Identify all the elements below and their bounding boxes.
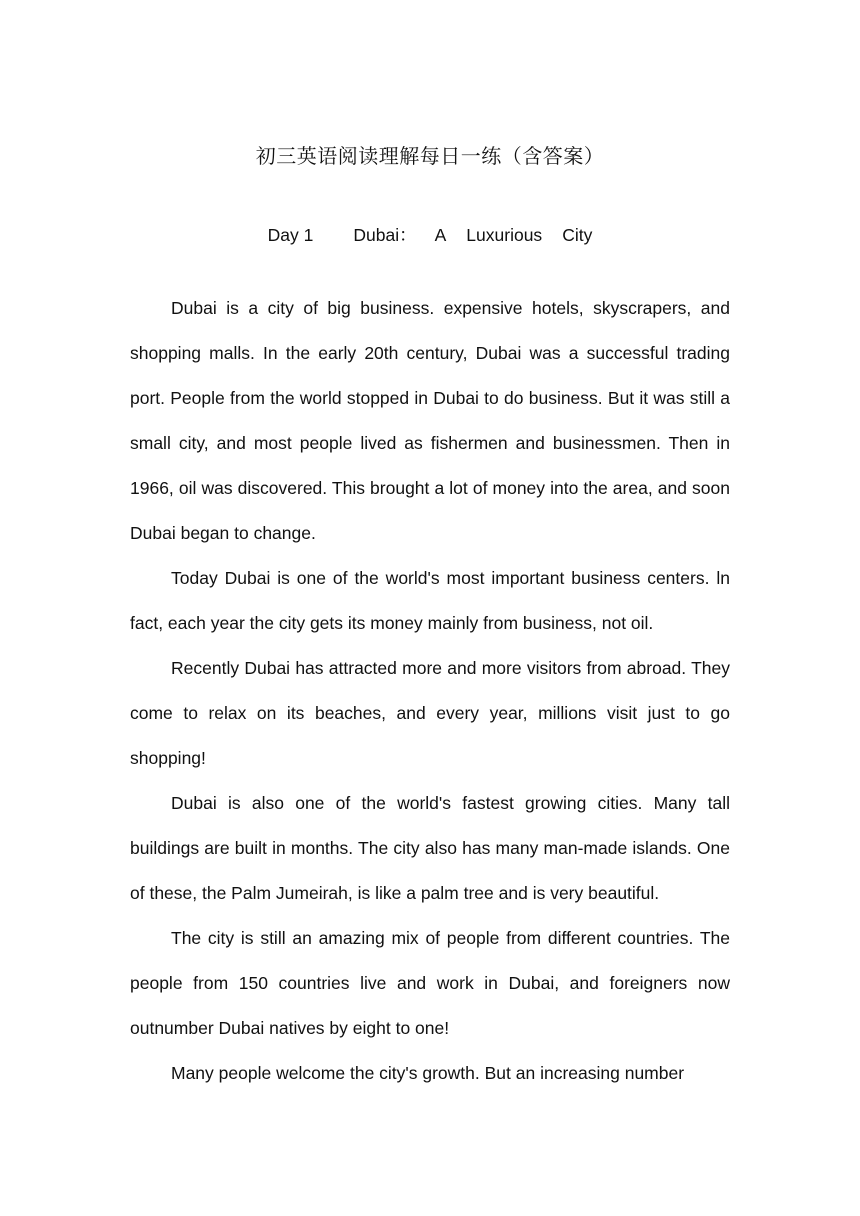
lesson-title-part-2: A [434,225,447,245]
article-body [130,286,730,1096]
lesson-title-part-3: Luxurious [466,225,543,245]
lesson-title-part-1: Dubai： [353,225,417,245]
lesson-heading [0,222,860,248]
day-label: Day 1 [267,225,314,245]
paragraph-2: Today Dubai is one of the world's most important business centers. ln fact, each year the city gets its money mainly from business, not oil. [130,568,730,633]
paragraph-5: The city is still an amazing mix of people from different countries. The people from 150 countries live and work in Dubai, and foreigners now outnumber Dubai natives by eight to one! [130,928,730,1038]
paragraph-1: Dubai is a city of big business. expensive hotels, skyscrapers, and shopping malls. In the early 20th century, Dubai was a successful trading port. People from the world stopped in Dubai to do business. But it was still a small city, and most people lived as fishermen and businessmen. Then in 1966, oil was discovered. This brought a lot of money into the area, and soon Dubai began to change. [130,298,730,543]
paragraph-6: Many people welcome the city's growth. But an increasing number [171,1063,685,1083]
lesson-title-part-4: City [562,225,593,245]
document-title: 初三英语阅读理解每日一练（含答案） [255,144,605,168]
paragraph-4: Dubai is also one of the world's fastest growing cities. Many tall buildings are built in months. The city also has many man-made islands. One of these, the Palm Jumeirah, is like a palm tree and is very beautiful. [130,793,730,903]
paragraph-3: Recently Dubai has attracted more and more visitors from abroad. They come to relax on its beaches, and every year, millions visit just to go shopping! [130,658,730,768]
